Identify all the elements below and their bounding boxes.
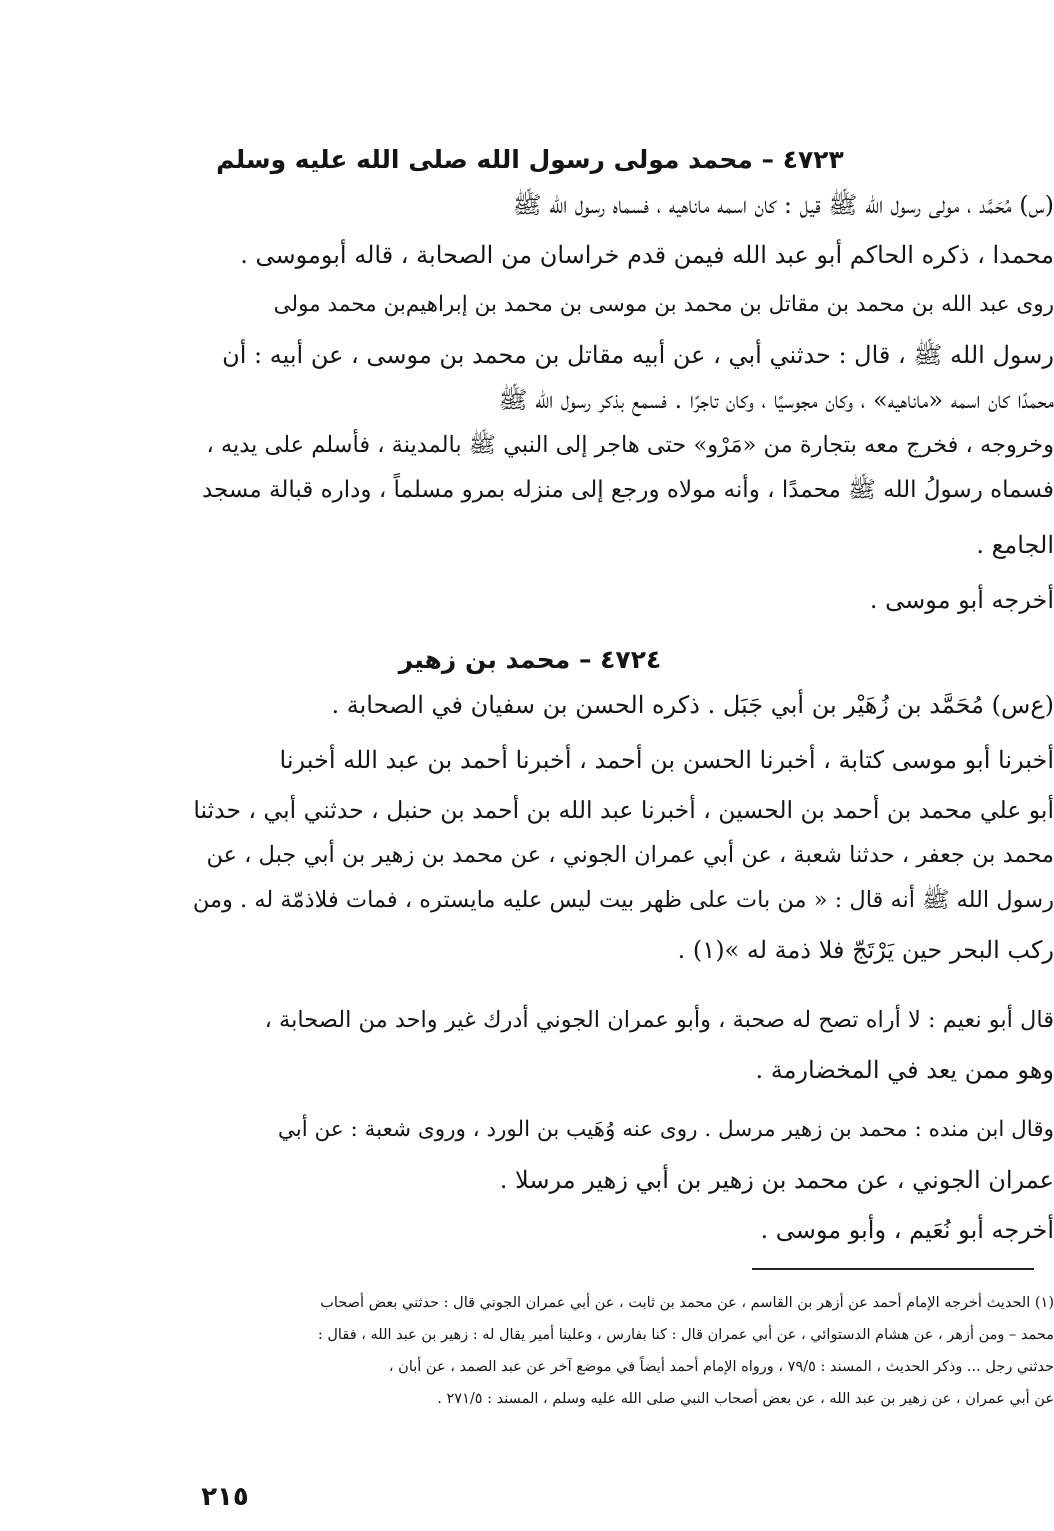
entry-4723-line: (س) مُحَمَّد ، مولى رسول الله ﷺ قيل : كان اسمه ماناهيه ، فسماه رسول الله ﷺ [512,191,1054,219]
page-number: ٢١٥ [201,1482,249,1512]
entry-4724-heading: ٤٧٢٤ – محمد بن زهير [398,645,662,674]
entry-4724-line: أخبرنا أبو موسى كتابة ، أخبرنا الحسن بن أحمد ، أخبرنا أحمد بن عبد الله أخبرنا [279,746,1054,774]
footnote-line: عن أبي عمران ، عن زهير بن عبد الله ، عن بعض أصحاب النبي صلى الله عليه وسلم ، المسند : ٢٧١/٥ . [437,1391,1054,1407]
entry-4723-line: محمدًا كان اسمه «ماناهيه» ، وكان مجوسيًا ، وكان تاجرًا . فسمع بذكر رسول الله ﷺ [498,386,1054,414]
entry-4723-line: فسماه رسولُ الله ﷺ محمدًا ، وأنه مولاه ورجع إلى منزله بمرو مسلماً ، وداره قبالة مسجد [201,477,1054,503]
footnote-line: محمد – ومن أزهر ، عن هشام الدستوائي ، عن أبي عمران قال : كنا بفارس ، وعلينا أمير يقال له : زهير بن عبد الله ، فقال : [317,1327,1054,1343]
entry-4723-line: وخروجه ، فخرج معه بتجارة من «مَرْو» حتى هاجر إلى النبي ﷺ بالمدينة ، فأسلم على يديه ، [206,432,1054,458]
entry-4724-line: محمد بن جعفر ، حدثنا شعبة ، عن أبي عمران الجوني ، عن محمد بن زهير بن أبي جبل ، عن [206,842,1054,868]
entry-4723-line: روى عبد الله بن محمد بن مقاتل بن محمد بن موسى بن محمد بن إبراهيم‌بن محمد مولى [273,292,1054,317]
entry-4723-line: رسول الله ﷺ ، قال : حدثني أبي ، عن أبيه مقاتل بن محمد بن موسى ، عن أبيه : أن [222,341,1054,369]
entry-4724-line: أبو علي محمد بن أحمد بن الحسين ، أخبرنا عبد الله بن أحمد بن حنبل ، حدثني أبي ، حدثنا [193,796,1054,824]
footnote-divider [752,1268,1034,1270]
entry-4723-line: الجامع . [976,531,1054,559]
entry-4724-line: قال أبو نعيم : لا أراه تصح له صحبة ، وأبو عمران الجوني أدرك غير واحد من الصحابة ، [264,1007,1054,1033]
entry-4724-line: وهو ممن يعد في المخضارمة . [755,1056,1054,1084]
entry-4724-line: وقال ابن منده : محمد بن زهير مرسل . روى عنه وُهَيب بن الورد ، وروى شعبة : عن أبي [277,1117,1054,1142]
footnote-line: (١) الحديث أخرجه الإمام أحمد عن أزهر بن القاسم ، عن محمد بن ثابت ، عن أبي عمران الجوني قال : حدثني بعض أصحاب [320,1295,1054,1311]
entry-4724-line: أخرجه أبو نُعَيم ، وأبو موسى . [760,1216,1054,1244]
entry-4723-line: أخرجه أبو موسى . [869,586,1054,614]
entry-4723-heading: ٤٧٢٣ – محمد مولى رسول الله صلى الله عليه وسلم [216,145,844,174]
entry-4723-line: محمدا ، ذكره الحاكم أبو عبد الله فيمن قدم خراسان من الصحابة ، قاله أبوموسى . [240,241,1054,269]
entry-4724-line: ركب البحر حين يَرْتَجّ فلا ذمة له »(١) . [677,936,1054,964]
entry-4724-line: عمران الجوني ، عن محمد بن زهير بن أبي زهير مرسلا . [499,1166,1054,1194]
entry-4724-line: رسول الله ﷺ أنه قال : « من بات على ظهر بيت ليس عليه مايستره ، فمات فلاذمّة له . ومن [192,887,1054,913]
footnote-line: حدثني رجل ... وذكر الحديث ، المسند : ٧٩/٥ ، ورواه الإمام أحمد أيضاً في موضع آخر عن عبد الصمد ، عن أبان ، [388,1359,1054,1375]
entry-4724-line: (ع‌س) مُحَمَّد بن زُهَيْر بن أبي جَبَل . ذكره الحسن بن سفيان في الصحابة . [331,691,1054,719]
